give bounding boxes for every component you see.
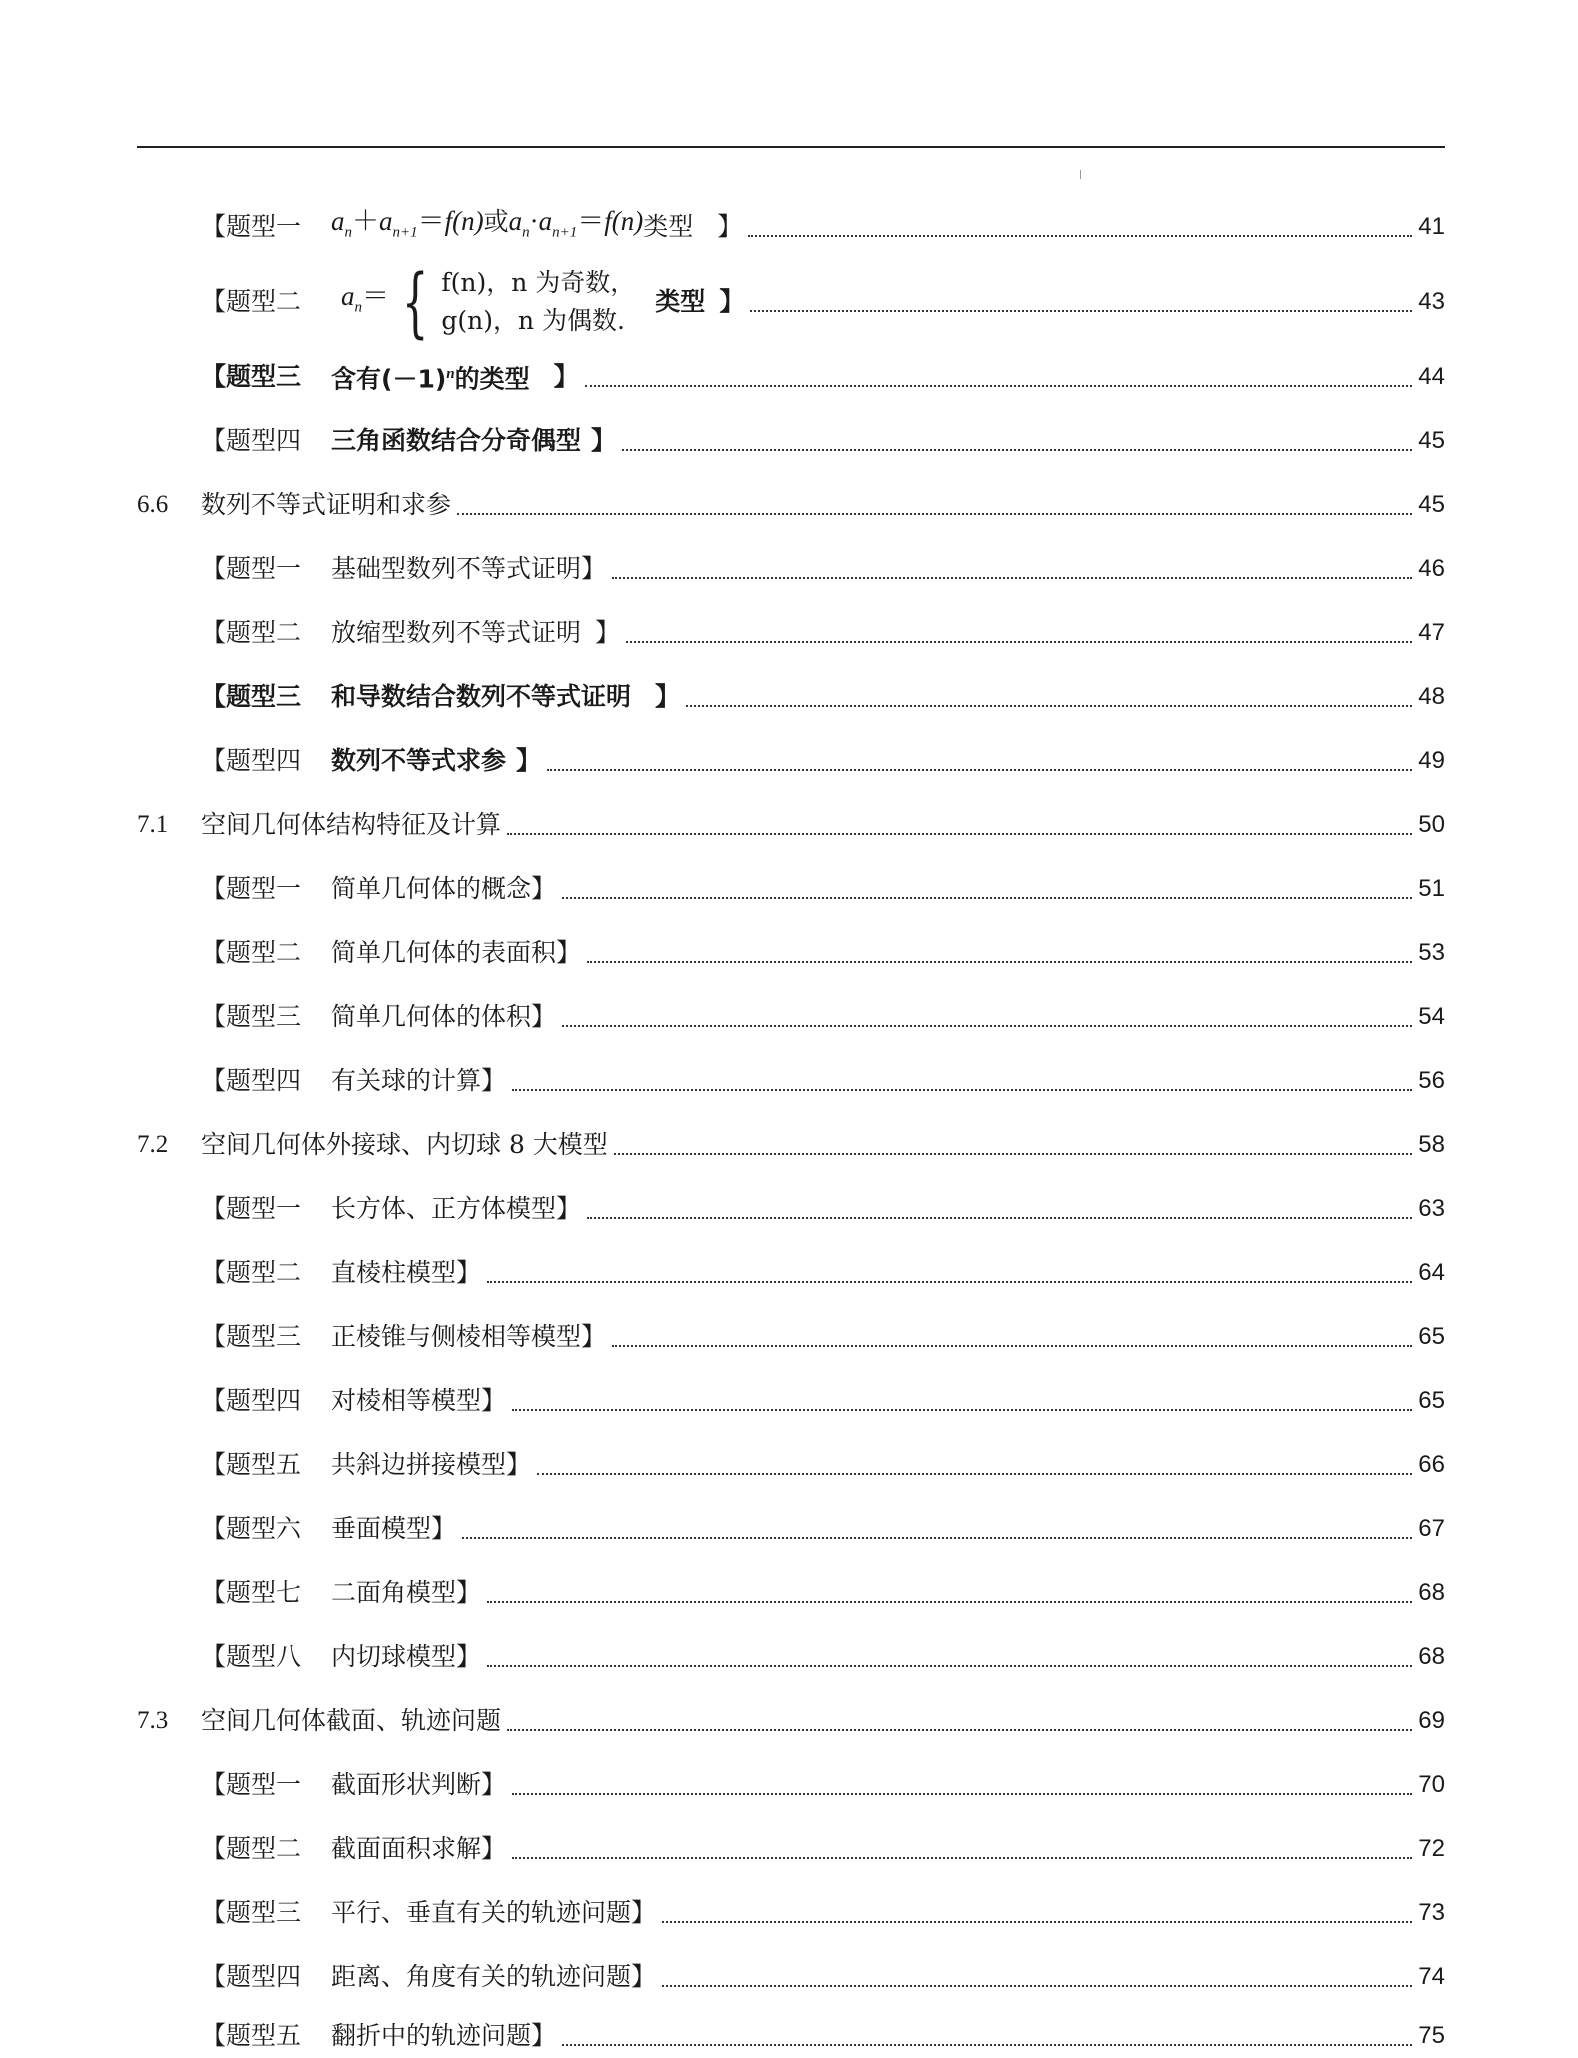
toc-section[interactable] — [137, 1125, 1445, 1165]
dot-leader — [537, 1473, 1412, 1475]
page-number: 53 — [1418, 939, 1445, 966]
type-title: 平行、垂直有关的轨迹问题 — [331, 1898, 632, 1927]
type-title: 简单几何体的表面积 — [331, 938, 557, 967]
bracket-close: 】 — [481, 1386, 507, 1415]
toc-entry-label — [201, 1061, 506, 1101]
bracket-close: 】 — [595, 618, 621, 647]
type-number: 【题型三 — [201, 1002, 302, 1031]
type-number: 【题型三 — [201, 1322, 302, 1351]
bracket-close: 】 — [531, 1002, 557, 1031]
type-number: 【题型三 — [201, 1898, 302, 1927]
toc-entry[interactable] — [201, 613, 1445, 653]
toc-entry-label — [201, 201, 742, 252]
bracket-close: 】 — [591, 426, 617, 455]
toc-entry-label — [201, 1573, 481, 1613]
page-number: 72 — [1418, 1835, 1445, 1862]
dot-leader — [512, 1409, 1412, 1411]
type-title: 和导数结合数列不等式证明 — [331, 682, 632, 711]
page-number: 45 — [1418, 427, 1445, 454]
toc-section[interactable] — [137, 485, 1445, 525]
toc-section[interactable] — [137, 1701, 1445, 1741]
bracket-close: 】 — [481, 1066, 507, 1095]
toc-entry-label — [201, 1317, 606, 1357]
toc-entry[interactable] — [201, 1957, 1445, 1997]
page-number: 47 — [1418, 619, 1445, 646]
bracket-close: 】 — [655, 682, 681, 711]
piecewise-formula: $a_n=$ { f(n)，n 为奇数， g(n)，n 为偶数. — [341, 257, 636, 346]
type-title: 放缩型数列不等式证明 — [331, 618, 582, 647]
dot-leader — [662, 1985, 1412, 1987]
toc-entry-label — [201, 1189, 581, 1229]
toc-entry-label — [201, 741, 541, 781]
page-number: 68 — [1418, 1579, 1445, 1606]
type-number: 【题型三 — [201, 682, 302, 711]
page-number: 74 — [1418, 1963, 1445, 1990]
dot-leader — [547, 769, 1412, 771]
formula: $a_n+a_{n+1}=f(n)$或$a_n\cdot a_{n+1}=f(n)$ — [331, 206, 644, 241]
section-title: 空间几何体截面、轨迹问题 — [201, 1706, 502, 1735]
toc-entry-label — [201, 677, 680, 717]
page-number: 41 — [1418, 213, 1445, 240]
toc-entry-label — [201, 549, 606, 589]
type-number: 【题型三 — [201, 362, 302, 391]
bracket-close: 】 — [556, 1194, 582, 1223]
dot-leader — [748, 235, 1412, 237]
page-number: 48 — [1418, 683, 1445, 710]
toc-entry-label — [201, 1829, 506, 1869]
type-number: 【题型一 — [201, 212, 302, 241]
type-title: 对棱相等模型 — [331, 1386, 482, 1415]
type-number: 【题型二 — [201, 287, 302, 316]
dot-leader — [562, 2044, 1412, 2046]
page-number: 65 — [1418, 1387, 1445, 1414]
type-title: 距离、角度有关的轨迹问题 — [331, 1962, 632, 1991]
bracket-close: 】 — [456, 1578, 482, 1607]
bracket-close: 】 — [556, 938, 582, 967]
type-title: 含有$(-1)^n$的类型 — [331, 364, 530, 394]
type-title: 正棱锥与侧棱相等模型 — [331, 1322, 582, 1351]
dot-leader — [487, 1601, 1412, 1603]
dot-leader — [562, 1025, 1412, 1027]
toc-section[interactable] — [137, 805, 1445, 845]
toc-entry[interactable] — [201, 1317, 1445, 1357]
type-number: 【题型六 — [201, 1514, 302, 1543]
type-title: 截面形状判断 — [331, 1770, 482, 1799]
type-number: 【题型一 — [201, 554, 302, 583]
toc-entry[interactable] — [201, 421, 1445, 461]
bracket-close: 】 — [431, 1514, 457, 1543]
dot-leader — [587, 1217, 1412, 1219]
page-number: 75 — [1418, 2022, 1445, 2049]
page-number: 73 — [1418, 1899, 1445, 1926]
toc-entry-label — [201, 354, 579, 399]
toc-entry[interactable] — [201, 1381, 1445, 1421]
toc-entry-label — [201, 1445, 531, 1485]
dot-leader — [457, 513, 1412, 515]
type-title: 类型 — [655, 287, 706, 316]
dot-leader — [662, 1921, 1412, 1923]
toc-entry[interactable] — [201, 1637, 1445, 1677]
type-number: 【题型一 — [201, 1194, 302, 1223]
page-number: 64 — [1418, 1259, 1445, 1286]
dot-leader — [614, 1153, 1412, 1155]
type-number: 【题型二 — [201, 938, 302, 967]
type-title: 长方体、正方体模型 — [331, 1194, 557, 1223]
toc-entry-label — [201, 613, 620, 653]
toc-entry-label — [201, 1957, 656, 1997]
bracket-close: 】 — [717, 212, 743, 241]
section-title: 空间几何体结构特征及计算 — [201, 810, 502, 839]
bracket-close: 】 — [516, 746, 542, 775]
type-number: 【题型四 — [201, 1962, 302, 1991]
toc-entry-label — [201, 869, 556, 909]
page-number: 46 — [1418, 555, 1445, 582]
page-number: 69 — [1418, 1707, 1445, 1734]
page-number: 43 — [1418, 288, 1445, 315]
bracket-close: 】 — [481, 1770, 507, 1799]
type-title: 二面角模型 — [331, 1578, 457, 1607]
dot-leader — [626, 641, 1412, 643]
section-number: 7.1 — [137, 811, 169, 838]
type-title: 简单几何体的体积 — [331, 1002, 532, 1031]
type-number: 【题型七 — [201, 1578, 302, 1607]
toc-entry-label — [201, 421, 616, 461]
type-number: 【题型一 — [201, 874, 302, 903]
type-title: 垂面模型 — [331, 1514, 432, 1543]
page-number: 66 — [1418, 1451, 1445, 1478]
bracket-close: 】 — [581, 554, 607, 583]
page-number: 68 — [1418, 1643, 1445, 1670]
type-number: 【题型二 — [201, 1834, 302, 1863]
toc-entry[interactable] — [201, 1829, 1445, 1869]
section-number: 7.3 — [137, 1707, 169, 1734]
toc-entry[interactable] — [201, 257, 1445, 346]
toc-entry-label — [201, 1637, 481, 1677]
bracket-close: 】 — [531, 874, 557, 903]
bracket-close: 】 — [631, 1898, 657, 1927]
bracket-close: 】 — [531, 2021, 557, 2050]
toc-entry[interactable] — [201, 1765, 1445, 1805]
page-number: 45 — [1418, 491, 1445, 518]
toc-entry[interactable] — [201, 357, 1445, 397]
type-number: 【题型二 — [201, 618, 302, 647]
toc-entry[interactable] — [201, 869, 1445, 909]
page-number: 54 — [1418, 1003, 1445, 1030]
toc-entry-label — [201, 1765, 506, 1805]
dot-leader — [585, 385, 1413, 387]
bracket-close: 】 — [719, 287, 745, 316]
type-number: 【题型五 — [201, 1450, 302, 1479]
type-title: 类型 — [643, 212, 694, 241]
toc-entry[interactable] — [201, 933, 1445, 973]
dot-leader — [462, 1537, 1412, 1539]
type-number: 【题型四 — [201, 1386, 302, 1415]
bracket-close: 】 — [456, 1642, 482, 1671]
toc-entry[interactable] — [201, 549, 1445, 589]
dot-leader — [507, 833, 1412, 835]
page-number: 56 — [1418, 1067, 1445, 1094]
dot-leader — [612, 577, 1412, 579]
toc-entry[interactable] — [201, 1573, 1445, 1613]
toc-entry-label — [201, 1509, 456, 1549]
dot-leader — [487, 1281, 1412, 1283]
toc-entry-label — [201, 933, 581, 973]
toc-entry[interactable] — [201, 677, 1445, 717]
dot-leader — [587, 961, 1412, 963]
toc-entry[interactable] — [201, 1253, 1445, 1293]
toc-entry[interactable] — [201, 1189, 1445, 1229]
toc-entry[interactable] — [201, 997, 1445, 1037]
toc-entry-label — [201, 1893, 656, 1933]
toc-entry-label — [201, 2016, 556, 2056]
dot-leader — [507, 1729, 1412, 1731]
toc-entry-label — [201, 257, 745, 346]
type-title: 翻折中的轨迹问题 — [331, 2021, 532, 2050]
type-title: 内切球模型 — [331, 1642, 457, 1671]
toc-entry-label — [201, 1381, 506, 1421]
case-odd: f(n)，n 为奇数， — [441, 268, 636, 297]
section-title: 数列不等式证明和求参 — [201, 490, 452, 519]
toc-entry[interactable] — [201, 741, 1445, 781]
type-title: 基础型数列不等式证明 — [331, 554, 582, 583]
page-number: 44 — [1418, 363, 1445, 390]
type-title: 数列不等式求参 — [331, 746, 507, 775]
page-number: 65 — [1418, 1323, 1445, 1350]
page-number: 49 — [1418, 747, 1445, 774]
page-number: 51 — [1418, 875, 1445, 902]
page-number: 70 — [1418, 1771, 1445, 1798]
bracket-close: 】 — [456, 1258, 482, 1287]
type-number: 【题型一 — [201, 1770, 302, 1799]
type-number: 【题型五 — [201, 2021, 302, 2050]
toc-entry[interactable] — [201, 1893, 1445, 1933]
dot-leader — [612, 1345, 1412, 1347]
toc-entry-label — [201, 997, 556, 1037]
type-number: 【题型四 — [201, 1066, 302, 1095]
page-number: 63 — [1418, 1195, 1445, 1222]
page-number: 50 — [1418, 811, 1445, 838]
type-number: 【题型八 — [201, 1642, 302, 1671]
toc-entry[interactable] — [201, 2016, 1445, 2056]
type-number: 【题型四 — [201, 426, 302, 455]
type-number: 【题型四 — [201, 746, 302, 775]
page-number: 67 — [1418, 1515, 1445, 1542]
dot-leader — [622, 449, 1412, 451]
type-title: 有关球的计算 — [331, 1066, 482, 1095]
dot-leader — [686, 705, 1412, 707]
toc-entry[interactable] — [201, 1061, 1445, 1101]
type-title: 直棱柱模型 — [331, 1258, 457, 1287]
dot-leader — [750, 310, 1412, 312]
dot-leader — [512, 1089, 1412, 1091]
toc-entry[interactable] — [201, 1445, 1445, 1485]
toc-entry[interactable] — [201, 207, 1445, 247]
dot-leader — [487, 1665, 1412, 1667]
dot-leader — [512, 1857, 1412, 1859]
bracket-close: 】 — [553, 362, 579, 391]
page-number: 58 — [1418, 1131, 1445, 1158]
toc-entry-label — [201, 1253, 481, 1293]
type-title: 共斜边拼接模型 — [331, 1450, 507, 1479]
dot-leader — [512, 1793, 1412, 1795]
bracket-close: 】 — [481, 1834, 507, 1863]
type-title: 三角函数结合分奇偶型 — [331, 426, 582, 455]
type-number: 【题型二 — [201, 1258, 302, 1287]
section-number: 7.2 — [137, 1131, 169, 1158]
toc-entry[interactable] — [201, 1509, 1445, 1549]
bracket-close: 】 — [631, 1962, 657, 1991]
type-title: 截面面积求解 — [331, 1834, 482, 1863]
section-number: 6.6 — [137, 491, 169, 518]
bracket-close: 】 — [581, 1322, 607, 1351]
dot-leader — [562, 897, 1412, 899]
bracket-close: 】 — [506, 1450, 532, 1479]
section-title: 空间几何体外接球、内切球 8 大模型 — [201, 1130, 608, 1159]
type-title: 简单几何体的概念 — [331, 874, 532, 903]
case-even: g(n)，n 为偶数. — [441, 306, 625, 335]
